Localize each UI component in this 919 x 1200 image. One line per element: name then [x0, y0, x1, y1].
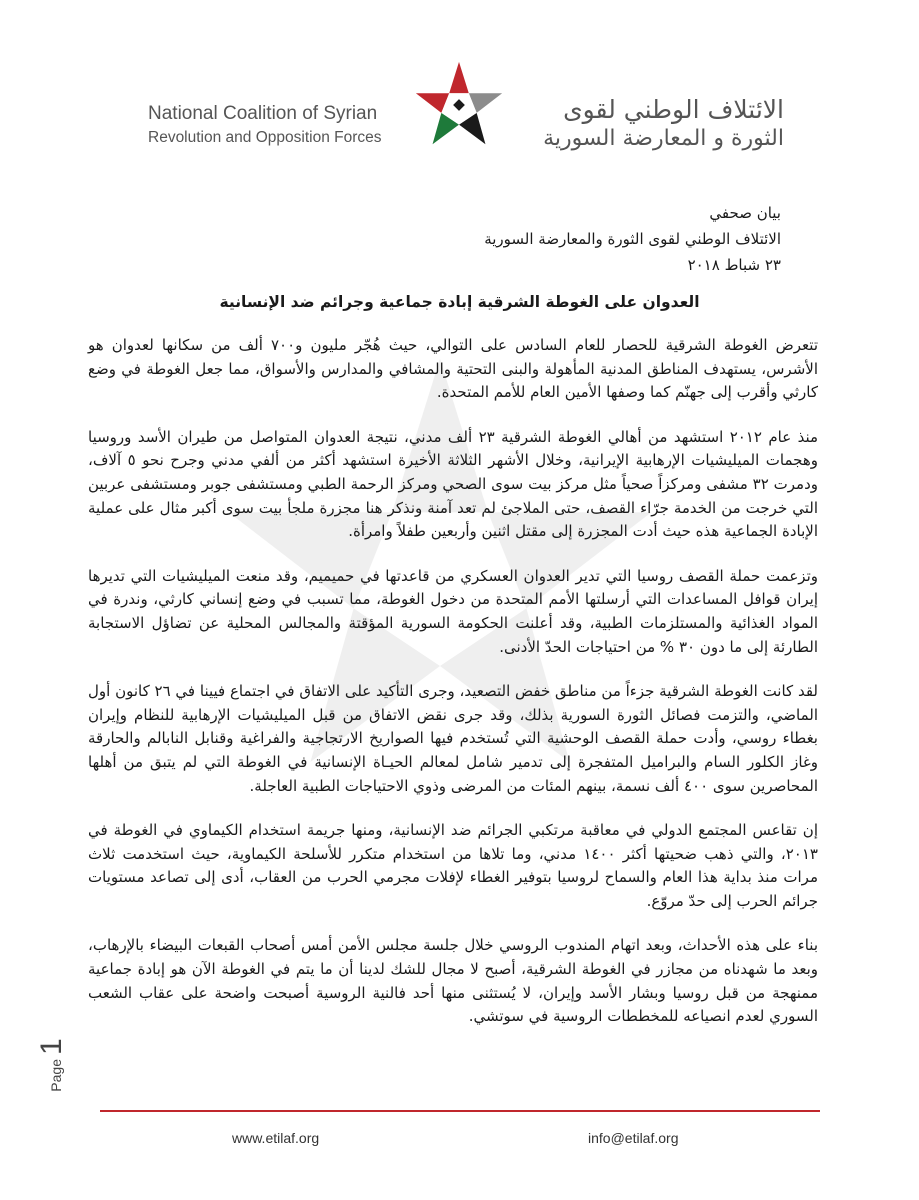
- body-paragraph: تتعرض الغوطة الشرقية للحصار للعام السادس على التوالي، حيث هُجّر مليون و٧٠٠ ألف من سكانها لعدوان هو الأشرس، يستهدف المناطق المدنية المأهولة والبنى التحتية والمشافي والمدارس والأسواق، مما جعل الغوطة في وضع كارثي وأقرب إلى جهنّم كما وصفها الأمين العام للأمم المتحدة.: [88, 336, 818, 402]
- page-number: 1: [35, 1038, 68, 1055]
- body-paragraph: لقد كانت الغوطة الشرقية جزءاً من مناطق خفض التصعيد، وجرى التأكيد على الاتفاق في اجتماع فيينا في ٢٦ كانون أول الماضي، والتزمت فصائل الثورة السورية بذلك، وقد جرى نقض الاتفاق من قبل الميليشيات الإرهابية للنظام وإيران بغطاء روسي، وأدت حملة القصف الوحشية التي تُستخدم فيها الصواريخ الارتجاجية والفراغية وقنابل النابالم والحارقة وغاز الكلور السام والبراميل المتفجرة إلى تدمير شامل لمعالم الحيـاة الإنسانية في الغوطة التي لم يتبق من أهلها المحاصرين سوى ٤٠٠ ألف نسمة، بينهم المئات من المرضى وذوي الاحتياجات الطبية العاجلة.: [88, 682, 818, 795]
- logo-arabic-text: [512, 95, 784, 153]
- statement-header: [484, 200, 781, 278]
- statement-type: بيان صحفي: [709, 204, 781, 222]
- page-number-label: [35, 1025, 85, 1105]
- footer-divider: [100, 1110, 820, 1112]
- statement-body: [88, 334, 818, 1050]
- logo-english-line1: National Coalition of Syrian: [148, 103, 378, 124]
- body-paragraph: وتزعمت حملة القصف روسيا التي تدير العدوان العسكري من قاعدتها في حميميم، وقد منعت الميليشيات التي تديرها إيران قوافل المساعدات التي أرسلتها الأمم المتحدة من دخول الغوطة، مما تسبب في وضع إنساني كارثي، وندرة في المواد الغذائية والمستلزمات الطبية، وقد أعلنت الحكومة السورية المؤقتة والمجالس المحلية عن تضاؤل الاستجابة الطارئة إلى ما دون ٣٠ % من احتياجات الحدّ الأدنى.: [88, 566, 818, 656]
- statement-issuer: الائتلاف الوطني لقوى الثورة والمعارضة السورية: [484, 230, 781, 248]
- body-paragraph: بناء على هذه الأحداث، وبعد اتهام المندوب الروسي خلال جلسة مجلس الأمن أمس أصحاب القبعات البيضاء بالإرهاب، وبعد ما شهدناه من مجازر في الغوطة الشرقية، أصبح لا مجال للشك لدينا أن ما يتم في الغوطة الآن هو إبادة جماعية ممنهجة من قبل روسيا وبشار الأسد وإيران، لا يُستثنى منها أحد فالنية الروسية أصبحت واضحة على عقاب الشعب السوري لعدم انصياعه للمخططات الروسية في سوتشي.: [88, 936, 818, 1026]
- logo-arabic-line2: الثورة و المعارضة السورية: [543, 126, 784, 151]
- page-label-word: Page: [48, 1059, 64, 1092]
- body-paragraph: إن تقاعس المجتمع الدولي في معاقبة مرتكبي الجرائم ضد الإنسانية، ومنها جريمة استخدام الكيماوي في الغوطة في ٢٠١٣، والتي ذهب ضحيتها أكثر ١٤٠٠ مدني، وما تلاها من استخدام متكرر للأسلحة الكيماوية، حيث استخدمت ثلاث مرات منذ بداية هذا العام والسماح لروسيا بتوفير الغطاء لإفلات مجرمي الحرب من العقاب، أدى إلى تصاعد مستويات جرائم الحرب إلى حدّ مروّع.: [88, 821, 818, 910]
- logo-english-line2: Revolution and Opposition Forces: [148, 129, 382, 146]
- body-paragraph: منذ عام ٢٠١٢ استشهد من أهالي الغوطة الشرقية ٢٣ ألف مدني، نتيجة العدوان المتواصل من طيران الأسد وروسيا وهجمات الميليشيات الإرهابية الإيرانية، وخلال الأشهر الثلاثة الأخيرة استشهد أكثر من ألفي مدني وجرح نحو ٥ آلاف، ودمرت ٣٢ مشفى ومركزاً صحياً مثل مركز بيت سوى الصحي ومركز الرحمة الطبي ومستشفى جوبر ومستشفى عربين التي خرجت من الخدمة جرّاء القصف، حتى الملاجئ لم تعد آمنة ونذكر هنا مجزرة ملجأ بيت سوى أكبر مثال على عملية الإبادة الجماعية هذه حيث أدت المجزرة إلى مقتل اثنين وأربعين طفلاً وامرأة.: [88, 427, 819, 541]
- logo-english-text: [148, 102, 408, 150]
- footer-website-link[interactable]: www.etilaf.org: [232, 1130, 320, 1146]
- statement-date: ٢٣ شباط ٢٠١٨: [687, 256, 781, 274]
- logo-arabic-line1: الائتلاف الوطني لقوى: [563, 95, 784, 124]
- footer-email-link[interactable]: info@etilaf.org: [588, 1130, 679, 1146]
- coalition-star-logo-icon: [410, 56, 508, 154]
- statement-title: العدوان على الغوطة الشرقية إبادة جماعية وجرائم ضد الإنسانية: [219, 293, 700, 311]
